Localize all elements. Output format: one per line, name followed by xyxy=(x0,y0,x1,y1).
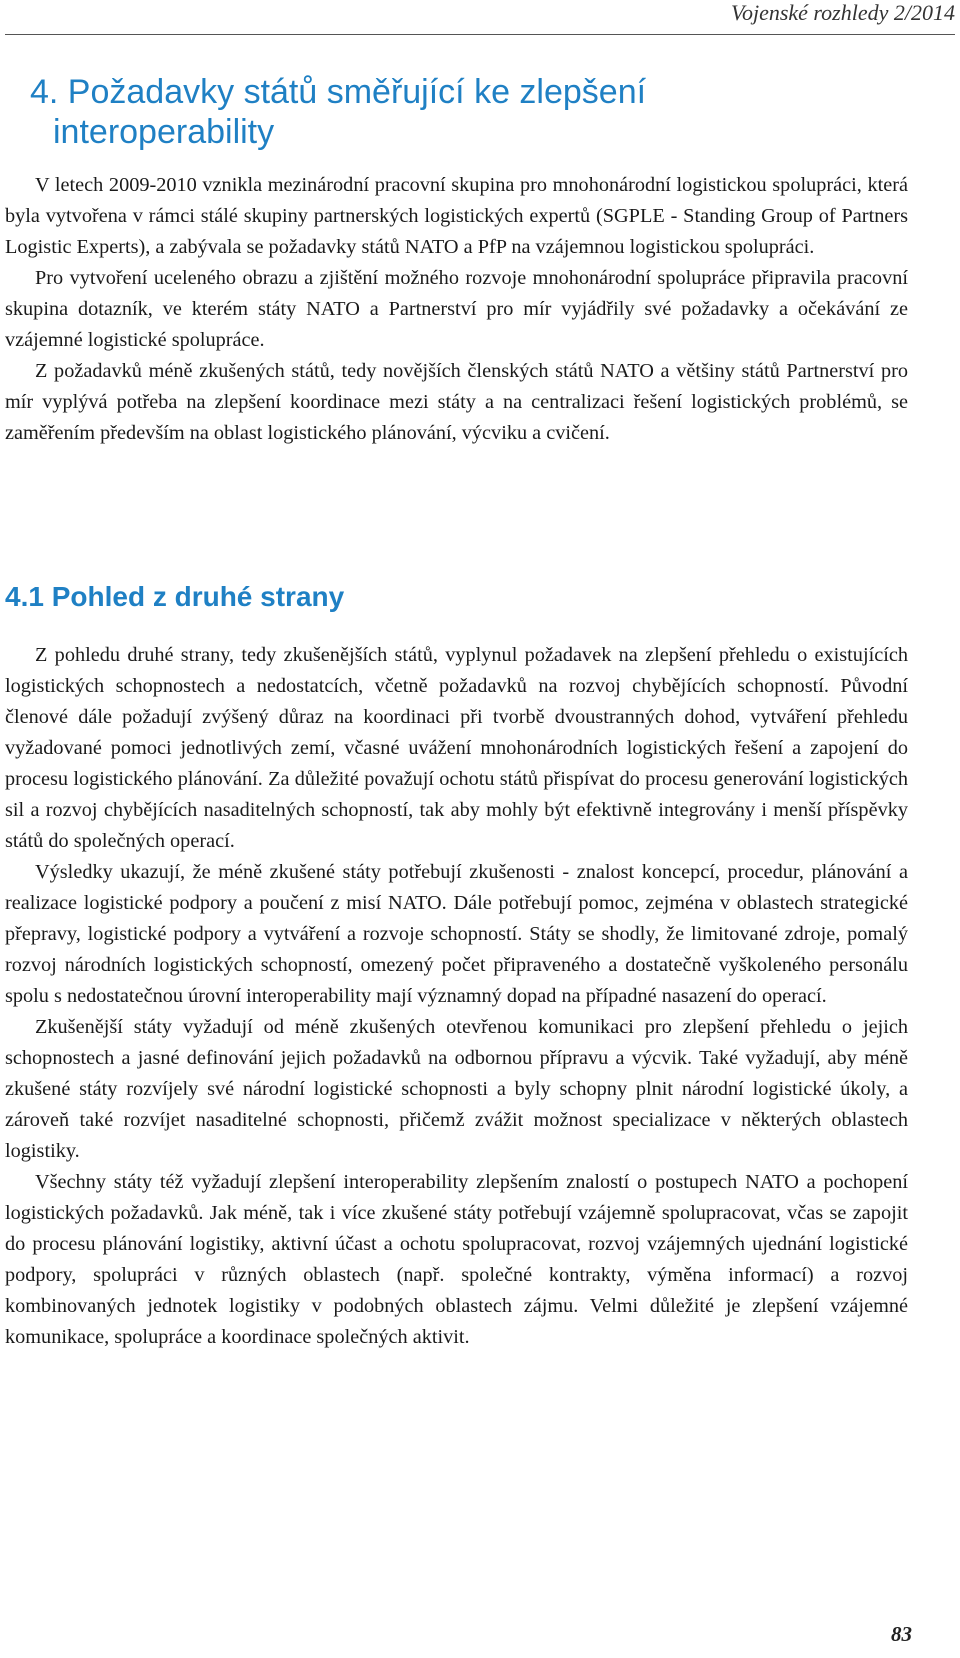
page-number: 83 xyxy=(891,1622,912,1646)
section-title-line-1: 4. Požadavky států směřující ke zlepšení xyxy=(30,73,647,111)
paragraph: Z požadavků méně zkušených států, tedy novějších členských států NATO a většiny států Partnerství pro mír vyplývá potřeba na zlepšení koordinace mezi státy a na centralizaci řešení logistických problémů, se zaměřením především na oblast logistického plánování, výcviku a cvičení. xyxy=(5,360,908,444)
section-title-line-2: interoperability xyxy=(53,113,275,151)
subsection-title: 4.1 Pohled z druhé strany xyxy=(5,581,345,612)
journal-header: Vojenské rozhledy 2/2014 xyxy=(730,0,955,25)
paragraph: V letech 2009-2010 vznikla mezinárodní pracovní skupina pro mnohonárodní logistickou spolupráci, která byla vytvořena v rámci stálé skupiny partnerských logistických expertů (SGPLE - Standing Group of Partners Logistic Experts), a zabývala se požadavky států NATO a PfP na vzájemnou logistickou spolupráci. xyxy=(5,174,908,258)
paragraph: Výsledky ukazují, že méně zkušené státy potřebují zkušenosti - znalost koncepcí, procedur, plánování a realizace logistické podpory a poučení z misí NATO. Dále potřebují pomoc, zejména v oblastech strategické přepravy, logistické podpory a vytváření a rozvoje schopností. Státy se shodly, že limitované zdroje, pomalý rozvoj národních logistických schopností, omezený počet připraveného a dostatečně vyškoleného personálu spolu s nedostatečnou úrovní interoperability mají významný dopad na případné nasazení do operací. xyxy=(5,861,908,1007)
paragraph: Všechny státy též vyžadují zlepšení interoperability zlepšením znalostí o postupech NATO a pochopení logistických požadavků. Jak méně, tak i více zkušené státy potřebují vzájemně spolupracovat, včas se zapojit do procesu plánování logistiky, aktivní účast a ochotu spolupracovat, rozvoj vzájemných ujednání logistické podpory, spolupráci v různých oblastech (např. společné kontrakty, výměna informací) a rozvoj kombinovaných jednotek logistiky v podobných oblastech zájmu. Velmi důležité je zlepšení vzájemné komunikace, spolupráce a koordinace společných aktivit. xyxy=(5,1171,908,1348)
header-divider xyxy=(5,34,955,35)
section-body xyxy=(5,170,908,449)
section-title xyxy=(30,72,930,152)
paragraph: Pro vytvoření uceleného obrazu a zjištění možného rozvoje mnohonárodní spolupráce připravila pracovní skupina dotazník, ve kterém státy NATO a Partnerství pro mír vyjádřily své požadavky a očekávání ze vzájemné logistické spolupráce. xyxy=(5,267,908,351)
paragraph: Zkušenější státy vyžadují od méně zkušených otevřenou komunikaci pro zlepšení přehledu o jejich schopnostech a jasné definování jejich požadavků na odbornou přípravu a výcvik. Také vyžadují, aby méně zkušené státy rozvíjely své národní logistické schopnosti a byly schopny plnit národní logistické úkoly, a zároveň také rozvíjet nasaditelné schopnosti, přičemž zvážit možnost specializace v některých oblastech logistiky. xyxy=(5,1016,908,1162)
subsection-body xyxy=(5,640,908,1353)
paragraph: Z pohledu druhé strany, tedy zkušenějších států, vyplynul požadavek na zlepšení přehledu o existujících logistických schopnostech a nedostatcích, včetně požadavků na rozvoj chybějících schopností. Původní členové dále požadují zvýšený důraz na koordinaci při tvorbě dvoustranných dohod, vytváření přehledu vyžadované pomoci jednotlivých zemí, včasné uvážení mnohonárodních logistických řešení a zapojení do procesu logistického plánování. Za důležité považují ochotu států přispívat do procesu generování logistických sil a rozvoj chybějících nasaditelných schopností, tak aby mohly být efektivně integrovány i menší příspěvky států do společných operací. xyxy=(5,644,908,852)
